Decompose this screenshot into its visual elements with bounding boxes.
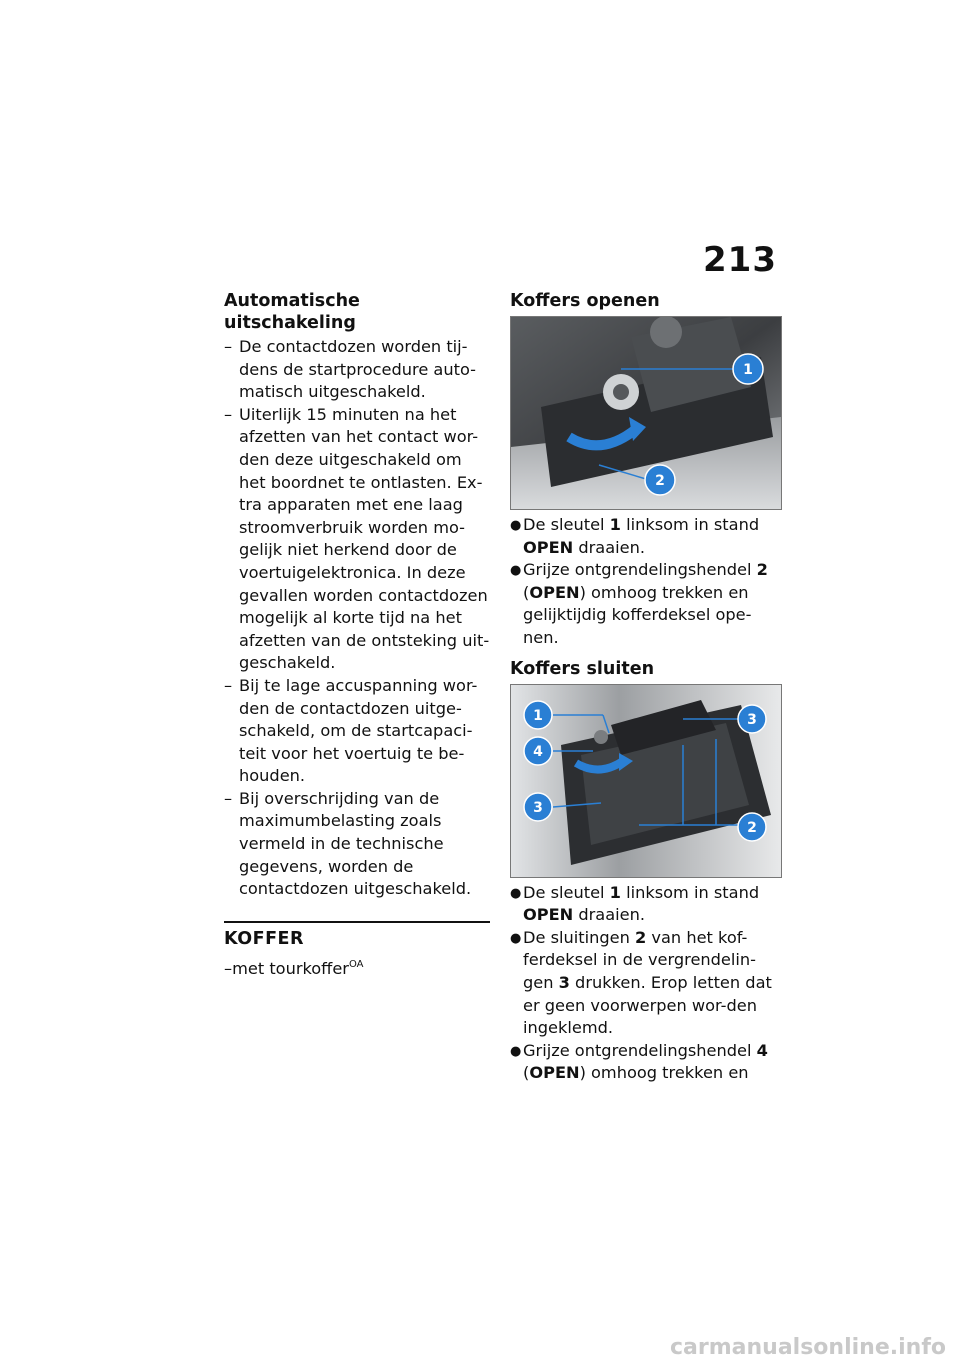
section-title: KOFFER — [224, 928, 304, 949]
list-item: ● De sleutel 1 linksom in stand OPEN draaien. — [510, 882, 760, 925]
watermark: carmanualsonline.info — [670, 1335, 946, 1360]
callout-1: 1 — [743, 362, 753, 378]
close-steps — [510, 882, 782, 1085]
callout-3-right: 3 — [747, 711, 757, 728]
close-cases-heading: Koffers sluiten — [510, 658, 655, 679]
callout-2: 2 — [747, 819, 757, 836]
open-case-photo — [510, 316, 782, 510]
list-item: ● De sluitingen 2 van het kof-ferdeksel in de vergrendelin-gen 3 drukken. Erop letten dat er geen voorwerpen wor-den ingeklemd. — [510, 927, 772, 1038]
section-divider — [224, 921, 490, 923]
callout-4: 4 — [533, 743, 543, 760]
open-steps — [510, 514, 782, 650]
shutdown-list — [224, 336, 492, 901]
option-line: –met tourkoffer$^{OA}$ — [224, 958, 364, 978]
callout-3-left: 3 — [533, 799, 543, 816]
list-item: – Bij te lage accuspanning wor-den de contactdozen uitge-schakeld, om de startcapaci-teit voor het voertuig te be-houden. — [224, 675, 478, 786]
page-number: 213 — [703, 240, 777, 280]
open-cases-heading: Koffers openen — [510, 291, 660, 311]
list-item: ● Grijze ontgrendelingshendel 4 (OPEN) omhoog trekken en — [510, 1040, 768, 1083]
list-item: – Bij overschrijding van de maximumbelasting zoals vermeld in de technische gegevens, worden de contactdozen uitgeschakeld. — [224, 788, 472, 899]
callout-2: 2 — [655, 473, 665, 489]
right-column — [510, 290, 782, 1085]
list-item: ● Grijze ontgrendelingshendel 2 (OPEN) omhoog trekken en gelijktijdig kofferdeksel ope-nen. — [510, 560, 768, 647]
list-item: – Uiterlijk 15 minuten na het afzetten van het contact wor-den deze uitgeschakeld om het boordnet te ontlasten. Ex-tra apparaten met ene laag stroomverbruik worden mo-gelijk niet herkend door de voertuigelektronica. In deze gevallen worden contactdozen mogelijk al korte tijd na het afzetten van de ontsteking uit-geschakeld. — [224, 404, 490, 673]
list-item: ● De sleutel 1 linksom in stand OPEN draaien. — [510, 515, 760, 557]
auto-shutdown-heading: Automatische uitschakeling — [224, 291, 360, 333]
list-item: – De contactdozen worden tij-dens de startprocedure auto-matisch uitgeschakeld. — [224, 337, 477, 402]
close-case-photo — [510, 684, 782, 878]
left-column — [224, 290, 492, 980]
callout-1: 1 — [533, 707, 543, 724]
